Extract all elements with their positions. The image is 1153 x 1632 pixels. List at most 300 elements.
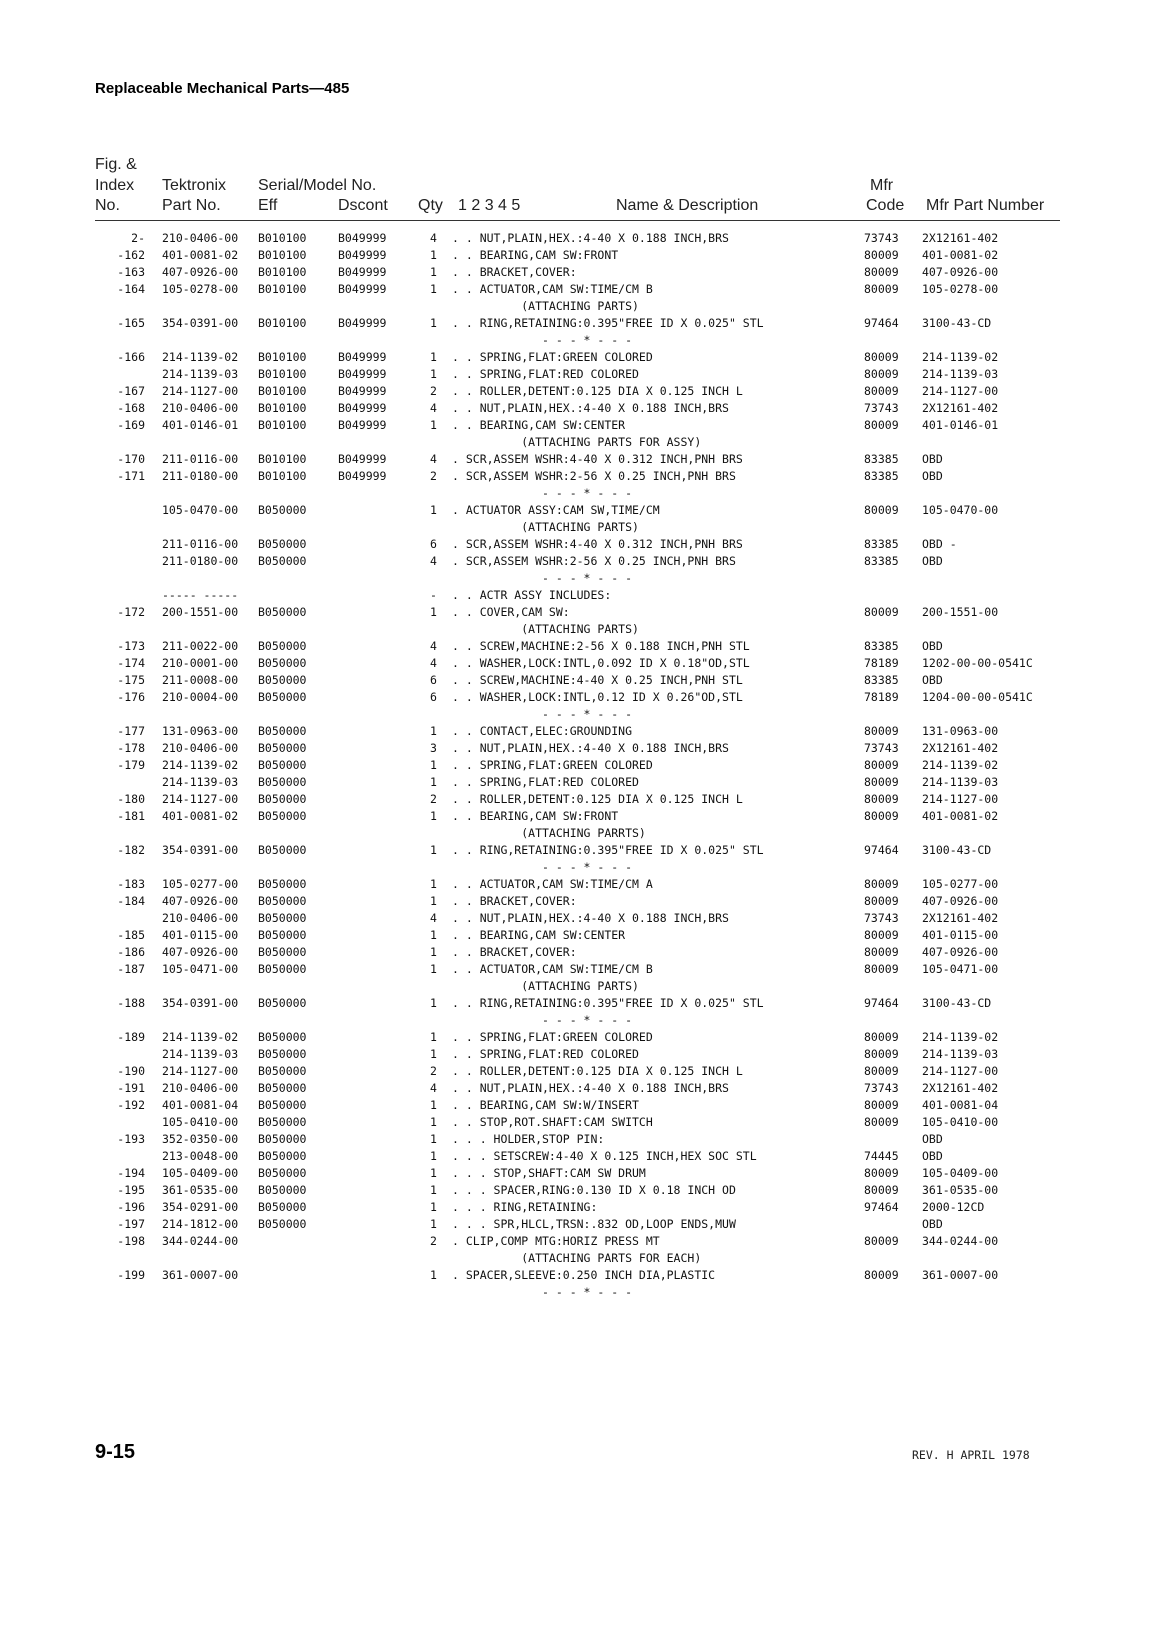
name-description: (ATTACHING PARTS FOR EACH) (452, 1251, 702, 1265)
header-fig-line3: No. (95, 197, 120, 214)
name-description: . . RING,RETAINING:0.395"FREE ID X 0.025" STL (452, 996, 764, 1010)
mfr-code: 97464 (864, 1200, 899, 1214)
mfr-code: 80009 (864, 367, 899, 381)
part-number: 354-0391-00 (162, 843, 239, 857)
table-row (0, 383, 1153, 400)
table-row (0, 1233, 1153, 1250)
name-description: . . RING,RETAINING:0.395"FREE ID X 0.025" STL (452, 843, 764, 857)
name-description: . . NUT,PLAIN,HEX.:4-40 X 0.188 INCH,BRS (452, 741, 729, 755)
part-number: 131-0963-00 (162, 724, 239, 738)
mfr-code: 80009 (864, 1166, 899, 1180)
fig-index: -192 (117, 1098, 145, 1112)
table-row (0, 910, 1153, 927)
table-row (0, 723, 1153, 740)
table-row (0, 298, 1153, 315)
mfr-part-number: OBD - (922, 537, 957, 551)
quantity: 1 (430, 605, 437, 619)
table-row (0, 1080, 1153, 1097)
part-number: 200-1551-00 (162, 605, 239, 619)
serial-eff: B050000 (258, 928, 307, 942)
mfr-part-number: 105-0278-00 (922, 282, 999, 296)
quantity: 1 (430, 367, 437, 381)
header-serial-model: Serial/Model No. (258, 177, 377, 194)
name-description: (ATTACHING PARTS) (452, 622, 639, 636)
mfr-part-number: 401-0081-02 (922, 248, 999, 262)
name-description: . . SPRING,FLAT:GREEN COLORED (452, 350, 653, 364)
quantity: 1 (430, 282, 437, 296)
name-description: . . BRACKET,COVER: (452, 945, 577, 959)
table-row (0, 247, 1153, 264)
fig-index: -176 (117, 690, 145, 704)
serial-dscont: B049999 (338, 401, 387, 415)
serial-eff: B010100 (258, 282, 307, 296)
name-description: . SCR,ASSEM WSHR:2-56 X 0.25 INCH,PNH BRS (452, 469, 736, 483)
mfr-code: 78189 (864, 656, 899, 670)
mfr-code: 73743 (864, 741, 899, 755)
table-row (0, 451, 1153, 468)
mfr-code: 80009 (864, 724, 899, 738)
mfr-code: 74445 (864, 1149, 899, 1163)
quantity: 1 (430, 809, 437, 823)
mfr-part-number: 105-0409-00 (922, 1166, 999, 1180)
name-description: (ATTACHING PARTS) (452, 520, 639, 534)
fig-index: -168 (117, 401, 145, 415)
quantity: 1 (430, 265, 437, 279)
name-description: . . SPRING,FLAT:RED COLORED (452, 367, 639, 381)
table-row (0, 1063, 1153, 1080)
mfr-part-number: 131-0963-00 (922, 724, 999, 738)
mfr-code: 80009 (864, 384, 899, 398)
quantity: 4 (430, 1081, 437, 1095)
mfr-part-number: 105-0470-00 (922, 503, 999, 517)
name-description: . . STOP,ROT.SHAFT:CAM SWITCH (452, 1115, 653, 1129)
mfr-code: 80009 (864, 1064, 899, 1078)
part-number: 211-0116-00 (162, 537, 239, 551)
table-row (0, 1267, 1153, 1284)
mfr-code: 73743 (864, 231, 899, 245)
name-description: . . ACTR ASSY INCLUDES: (452, 588, 612, 602)
quantity: 4 (430, 452, 437, 466)
name-description: . . SCREW,MACHINE:2-56 X 0.188 INCH,PNH STL (452, 639, 750, 653)
table-row (0, 434, 1153, 451)
table-row (0, 553, 1153, 570)
mfr-part-number: OBD (922, 469, 943, 483)
mfr-part-number: 2X12161-402 (922, 741, 999, 755)
mfr-code: 80009 (864, 265, 899, 279)
mfr-part-number: 401-0081-04 (922, 1098, 999, 1112)
serial-eff: B050000 (258, 554, 307, 568)
table-row (0, 417, 1153, 434)
quantity: 6 (430, 673, 437, 687)
quantity: 1 (430, 1115, 437, 1129)
mfr-part-number: 2X12161-402 (922, 1081, 999, 1095)
quantity: 1 (430, 1047, 437, 1061)
table-row (0, 961, 1153, 978)
mfr-part-number: 407-0926-00 (922, 945, 999, 959)
name-description: . . NUT,PLAIN,HEX.:4-40 X 0.188 INCH,BRS (452, 1081, 729, 1095)
fig-index: -175 (117, 673, 145, 687)
name-description: (ATTACHING PARTS) (452, 979, 639, 993)
name-description: - - - * - - - (452, 860, 633, 874)
mfr-part-number: 214-1139-03 (922, 775, 999, 789)
table-row (0, 1114, 1153, 1131)
name-description: - - - * - - - (452, 571, 633, 585)
part-number: 210-0001-00 (162, 656, 239, 670)
table-row (0, 655, 1153, 672)
quantity: 6 (430, 537, 437, 551)
quantity: 1 (430, 1166, 437, 1180)
fig-index: -193 (117, 1132, 145, 1146)
mfr-code: 80009 (864, 503, 899, 517)
mfr-part-number: 401-0146-01 (922, 418, 999, 432)
table-row (0, 978, 1153, 995)
quantity: 1 (430, 945, 437, 959)
mfr-part-number: 407-0926-00 (922, 894, 999, 908)
part-number: 210-0406-00 (162, 741, 239, 755)
name-description: . SCR,ASSEM WSHR:2-56 X 0.25 INCH,PNH BRS (452, 554, 736, 568)
quantity: 4 (430, 554, 437, 568)
name-description: . SCR,ASSEM WSHR:4-40 X 0.312 INCH,PNH BRS (452, 452, 743, 466)
mfr-part-number: 200-1551-00 (922, 605, 999, 619)
name-description: . . ROLLER,DETENT:0.125 DIA X 0.125 INCH L (452, 384, 743, 398)
table-row (0, 332, 1153, 349)
serial-dscont: B049999 (338, 367, 387, 381)
table-row (0, 638, 1153, 655)
mfr-code: 80009 (864, 1268, 899, 1282)
mfr-code: 80009 (864, 809, 899, 823)
fig-index: -173 (117, 639, 145, 653)
name-description: . SCR,ASSEM WSHR:4-40 X 0.312 INCH,PNH BRS (452, 537, 743, 551)
serial-eff: B010100 (258, 367, 307, 381)
quantity: 2 (430, 469, 437, 483)
quantity: 1 (430, 996, 437, 1010)
table-row (0, 621, 1153, 638)
table-row (0, 519, 1153, 536)
mfr-part-number: OBD (922, 452, 943, 466)
page-number: 9-15 (95, 1441, 136, 1463)
serial-eff: B010100 (258, 265, 307, 279)
table-row (0, 570, 1153, 587)
table-row (0, 791, 1153, 808)
table-row (0, 825, 1153, 842)
fig-index: -169 (117, 418, 145, 432)
part-number: 352-0350-00 (162, 1132, 239, 1146)
serial-eff: B050000 (258, 1064, 307, 1078)
serial-eff: B050000 (258, 724, 307, 738)
serial-eff: B050000 (258, 1047, 307, 1061)
name-description: . . BEARING,CAM SW:W/INSERT (452, 1098, 639, 1112)
mfr-code: 80009 (864, 792, 899, 806)
mfr-code: 80009 (864, 962, 899, 976)
table-row (0, 587, 1153, 604)
quantity: 2 (430, 384, 437, 398)
mfr-code: 73743 (864, 911, 899, 925)
serial-dscont: B049999 (338, 384, 387, 398)
serial-dscont: B049999 (338, 316, 387, 330)
table-row (0, 1284, 1153, 1301)
table-row (0, 740, 1153, 757)
mfr-code: 83385 (864, 673, 899, 687)
name-description: . . COVER,CAM SW: (452, 605, 570, 619)
serial-dscont: B049999 (338, 231, 387, 245)
name-description: - - - * - - - (452, 1013, 633, 1027)
name-description: (ATTACHING PARTS FOR ASSY) (452, 435, 702, 449)
mfr-part-number: 401-0081-02 (922, 809, 999, 823)
serial-eff: B010100 (258, 469, 307, 483)
part-number: 210-0406-00 (162, 401, 239, 415)
table-row (0, 1012, 1153, 1029)
part-number: 210-0004-00 (162, 690, 239, 704)
quantity: 1 (430, 350, 437, 364)
name-description: . . . SETSCREW:4-40 X 0.125 INCH,HEX SOC STL (452, 1149, 757, 1163)
table-row (0, 893, 1153, 910)
fig-index: -189 (117, 1030, 145, 1044)
fig-index: -198 (117, 1234, 145, 1248)
part-number: 214-1139-03 (162, 1047, 239, 1061)
mfr-code: 97464 (864, 996, 899, 1010)
mfr-part-number: 105-0410-00 (922, 1115, 999, 1129)
mfr-code: 73743 (864, 1081, 899, 1095)
quantity: 1 (430, 503, 437, 517)
part-number: 407-0926-00 (162, 265, 239, 279)
part-number: 214-1127-00 (162, 1064, 239, 1078)
name-description: . . SPRING,FLAT:GREEN COLORED (452, 758, 653, 772)
mfr-part-number: 2X12161-402 (922, 911, 999, 925)
part-number: 401-0081-02 (162, 248, 239, 262)
table-row (0, 1148, 1153, 1165)
name-description: - - - * - - - (452, 486, 633, 500)
name-description: . . NUT,PLAIN,HEX.:4-40 X 0.188 INCH,BRS (452, 401, 729, 415)
part-number: ----- ----- (162, 588, 239, 602)
serial-dscont: B049999 (338, 452, 387, 466)
header-tektronix: Tektronix (162, 177, 227, 194)
name-description: . . BEARING,CAM SW:FRONT (452, 809, 619, 823)
quantity: 1 (430, 758, 437, 772)
name-description: . SPACER,SLEEVE:0.250 INCH DIA,PLASTIC (452, 1268, 716, 1282)
table-row (0, 689, 1153, 706)
part-number: 105-0470-00 (162, 503, 239, 517)
quantity: 1 (430, 775, 437, 789)
serial-dscont: B049999 (338, 248, 387, 262)
mfr-part-number: 2X12161-402 (922, 231, 999, 245)
fig-index: -163 (117, 265, 145, 279)
serial-eff: B050000 (258, 1200, 307, 1214)
mfr-part-number: 361-0535-00 (922, 1183, 999, 1197)
serial-eff: B050000 (258, 690, 307, 704)
part-number: 401-0146-01 (162, 418, 239, 432)
mfr-code: 80009 (864, 1030, 899, 1044)
name-description: . . SPRING,FLAT:GREEN COLORED (452, 1030, 653, 1044)
mfr-code: 80009 (864, 605, 899, 619)
mfr-part-number: 105-0471-00 (922, 962, 999, 976)
mfr-part-number: 214-1139-02 (922, 350, 999, 364)
part-number: 105-0471-00 (162, 962, 239, 976)
table-row (0, 315, 1153, 332)
mfr-part-number: OBD (922, 1217, 943, 1231)
table-row (0, 944, 1153, 961)
mfr-code: 80009 (864, 945, 899, 959)
mfr-part-number: 361-0007-00 (922, 1268, 999, 1282)
part-number: 401-0081-04 (162, 1098, 239, 1112)
quantity: 1 (430, 1098, 437, 1112)
fig-index: -190 (117, 1064, 145, 1078)
header-name-description: Name & Description (616, 197, 759, 214)
name-description: . . BEARING,CAM SW:CENTER (452, 418, 626, 432)
name-description: . . ROLLER,DETENT:0.125 DIA X 0.125 INCH L (452, 1064, 743, 1078)
serial-eff: B010100 (258, 350, 307, 364)
table-row (0, 1216, 1153, 1233)
header-dscont: Dscont (338, 197, 388, 214)
name-description: . . BEARING,CAM SW:FRONT (452, 248, 619, 262)
serial-eff: B050000 (258, 945, 307, 959)
table-row (0, 1029, 1153, 1046)
fig-index: -188 (117, 996, 145, 1010)
name-description: . ACTUATOR ASSY:CAM SW,TIME/CM (452, 503, 660, 517)
table-row (0, 1046, 1153, 1063)
fig-index: -195 (117, 1183, 145, 1197)
mfr-part-number: 214-1127-00 (922, 384, 999, 398)
part-number: 105-0277-00 (162, 877, 239, 891)
mfr-code: 97464 (864, 316, 899, 330)
fig-index: -167 (117, 384, 145, 398)
quantity: 3 (430, 741, 437, 755)
table-row (0, 281, 1153, 298)
name-description: . . . SPR,HLCL,TRSN:.832 OD,LOOP ENDS,MUW (452, 1217, 736, 1231)
fig-index: -172 (117, 605, 145, 619)
name-description: . . BRACKET,COVER: (452, 894, 577, 908)
name-description: - - - * - - - (452, 1285, 633, 1299)
serial-eff: B050000 (258, 639, 307, 653)
fig-index: -178 (117, 741, 145, 755)
quantity: - (430, 588, 437, 602)
serial-eff: B050000 (258, 673, 307, 687)
name-description: . . BRACKET,COVER: (452, 265, 577, 279)
fig-index: -174 (117, 656, 145, 670)
header-eff: Eff (258, 197, 278, 214)
serial-eff: B050000 (258, 911, 307, 925)
mfr-part-number: 214-1139-02 (922, 758, 999, 772)
mfr-code: 83385 (864, 554, 899, 568)
quantity: 1 (430, 1217, 437, 1231)
part-number: 214-1139-03 (162, 367, 239, 381)
part-number: 214-1127-00 (162, 792, 239, 806)
mfr-part-number: 2000-12CD (922, 1200, 985, 1214)
mfr-code: 73743 (864, 401, 899, 415)
table-row (0, 264, 1153, 281)
quantity: 1 (430, 316, 437, 330)
table-row (0, 502, 1153, 519)
quantity: 2 (430, 1234, 437, 1248)
table-row (0, 876, 1153, 893)
revision-note: REV. H APRIL 1978 (912, 1448, 1030, 1462)
mfr-code: 80009 (864, 350, 899, 364)
table-row (0, 859, 1153, 876)
mfr-part-number: 2X12161-402 (922, 401, 999, 415)
fig-index: -182 (117, 843, 145, 857)
quantity: 1 (430, 1030, 437, 1044)
name-description: . . . HOLDER,STOP PIN: (452, 1132, 605, 1146)
fig-index: -186 (117, 945, 145, 959)
part-number: 210-0406-00 (162, 911, 239, 925)
mfr-part-number: 1204-00-00-0541C (922, 690, 1033, 704)
quantity: 1 (430, 1183, 437, 1197)
part-number: 354-0391-00 (162, 316, 239, 330)
header-mfr-part-number: Mfr Part Number (926, 197, 1045, 214)
mfr-code: 80009 (864, 1115, 899, 1129)
quantity: 4 (430, 639, 437, 653)
mfr-code: 83385 (864, 469, 899, 483)
table-row (0, 1182, 1153, 1199)
part-number: 214-1139-03 (162, 775, 239, 789)
table-row (0, 774, 1153, 791)
quantity: 2 (430, 792, 437, 806)
header-fig-line2: Index (95, 177, 135, 194)
serial-eff: B010100 (258, 418, 307, 432)
part-number: 211-0180-00 (162, 469, 239, 483)
quantity: 1 (430, 962, 437, 976)
mfr-code: 97464 (864, 843, 899, 857)
quantity: 1 (430, 843, 437, 857)
part-number: 401-0081-02 (162, 809, 239, 823)
serial-eff: B050000 (258, 809, 307, 823)
name-description: . . . RING,RETAINING: (452, 1200, 598, 1214)
fig-index: -180 (117, 792, 145, 806)
part-number: 105-0278-00 (162, 282, 239, 296)
quantity: 1 (430, 1268, 437, 1282)
serial-eff: B050000 (258, 996, 307, 1010)
fig-index: -179 (117, 758, 145, 772)
serial-dscont: B049999 (338, 265, 387, 279)
serial-eff: B050000 (258, 1149, 307, 1163)
serial-eff: B050000 (258, 1217, 307, 1231)
serial-eff: B010100 (258, 231, 307, 245)
name-description: (ATTACHING PARRTS) (452, 826, 646, 840)
fig-index: -183 (117, 877, 145, 891)
mfr-code: 80009 (864, 894, 899, 908)
name-description: . . WASHER,LOCK:INTL,0.12 ID X 0.26"OD,STL (452, 690, 743, 704)
serial-eff: B050000 (258, 1081, 307, 1095)
mfr-code: 80009 (864, 1234, 899, 1248)
mfr-part-number: OBD (922, 673, 943, 687)
fig-index: -165 (117, 316, 145, 330)
quantity: 4 (430, 656, 437, 670)
part-number: 214-1127-00 (162, 384, 239, 398)
mfr-part-number: 401-0115-00 (922, 928, 999, 942)
table-row (0, 1165, 1153, 1182)
mfr-code: 80009 (864, 1183, 899, 1197)
serial-eff: B050000 (258, 758, 307, 772)
name-description: . . NUT,PLAIN,HEX.:4-40 X 0.188 INCH,BRS (452, 231, 729, 245)
mfr-part-number: OBD (922, 1132, 943, 1146)
part-number: 211-0180-00 (162, 554, 239, 568)
name-description: . CLIP,COMP MTG:HORIZ PRESS MT (452, 1234, 660, 1248)
table-row (0, 757, 1153, 774)
mfr-code: 80009 (864, 877, 899, 891)
mfr-code: 83385 (864, 452, 899, 466)
part-number: 214-1812-00 (162, 1217, 239, 1231)
fig-index: 2- (131, 231, 145, 245)
mfr-part-number: OBD (922, 639, 943, 653)
serial-eff: B050000 (258, 605, 307, 619)
fig-index: -196 (117, 1200, 145, 1214)
mfr-part-number: 214-1139-03 (922, 367, 999, 381)
header-part-no: Part No. (162, 197, 221, 214)
quantity: 4 (430, 401, 437, 415)
serial-eff: B010100 (258, 401, 307, 415)
table-row (0, 1199, 1153, 1216)
part-number: 214-1139-02 (162, 1030, 239, 1044)
quantity: 1 (430, 724, 437, 738)
